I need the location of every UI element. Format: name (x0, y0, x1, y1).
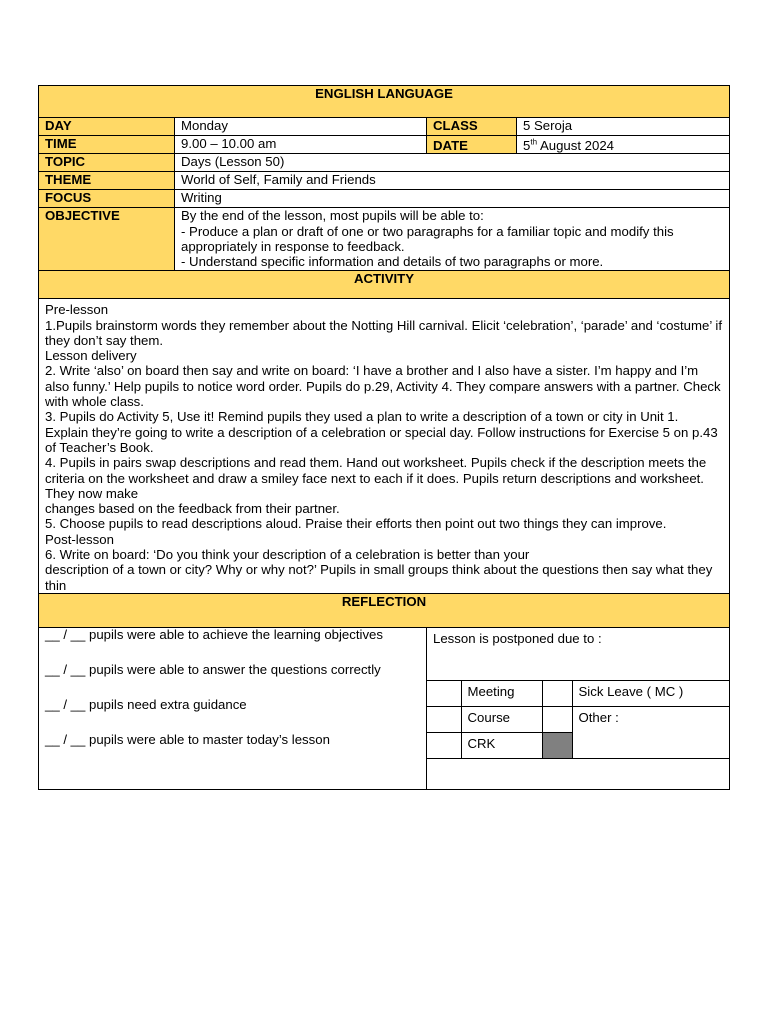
time-value: 9.00 – 10.00 am (175, 136, 427, 154)
crk-option-label: CRK (461, 732, 542, 758)
date-rest: August 2024 (537, 138, 615, 153)
reflection-checklist (39, 627, 427, 789)
theme-label: THEME (39, 172, 175, 190)
course-option-label: Course (461, 706, 542, 732)
reflection-heading: REFLECTION (39, 593, 730, 627)
empty-notes-row (427, 758, 729, 789)
day-label: DAY (39, 118, 175, 136)
subject-title: ENGLISH LANGUAGE (39, 86, 730, 118)
activity-line: Post-lesson (45, 531, 114, 547)
activity-content (39, 299, 730, 594)
lesson-plan-table (38, 85, 730, 790)
activity-line: description of a town or city? Why or why not?’ Pupils in small groups think about the questions then say what they thin (45, 562, 713, 593)
class-value: 5 Seroja (517, 118, 730, 136)
course-checkbox[interactable] (427, 706, 461, 732)
date-suffix: th (530, 137, 538, 147)
reflection-item: __ / __ pupils were able to achieve the learning objectives (45, 626, 383, 642)
activity-line: 1.Pupils brainstorm words they remember about the Notting Hill carnival. Elicit ‘celebration’, ‘parade’ and ‘costume’ if they don’t say them. (45, 317, 723, 348)
activity-line: Pre-lesson (45, 302, 109, 318)
activity-line: 4. Pupils in pairs swap descriptions and read them. Hand out worksheet. Pupils check if the description meets the criteria on the worksheet and draw a smiley face next to each if it does. Pupils return descriptions and worksheet. They now make (45, 455, 707, 501)
reflection-item: __ / __ pupils need extra guidance (45, 696, 247, 712)
focus-value: Writing (175, 190, 730, 208)
reflection-item: __ / __ pupils were able to master today’s lesson (45, 731, 330, 747)
postponed-label: Lesson is postponed due to : (427, 628, 729, 681)
lesson-plan-sheet (38, 85, 729, 790)
objective-intro: By the end of the lesson, most pupils will be able to: (181, 208, 484, 224)
objective-label: OBJECTIVE (39, 208, 175, 271)
crk-checkbox[interactable] (427, 732, 461, 758)
objective-item-1: - Produce a plan or draft of one or two paragraphs for a familiar topic and modify this appropriately in response to feedback. (181, 223, 674, 254)
crk-shaded-box (542, 732, 572, 758)
activity-line: 5. Choose pupils to read descriptions aloud. Praise their efforts then point out two things they can improve. (45, 516, 667, 532)
reflection-item: __ / __ pupils were able to answer the questions correctly (45, 661, 381, 677)
focus-label: FOCUS (39, 190, 175, 208)
activity-line: 6. Write on board: ‘Do you think your description of a celebration is better than your (45, 547, 530, 563)
objective-value (175, 208, 730, 271)
other-checkbox[interactable] (542, 706, 572, 732)
activity-heading: ACTIVITY (39, 271, 730, 299)
sick-leave-option-label: Sick Leave ( MC ) (572, 681, 729, 707)
postponement-panel (427, 627, 730, 789)
activity-line: 2. Write ‘also’ on board then say and write on board: ‘I have a brother and I also have a sister. I’m happy and I’m also funny.’ Help pupils to notice word order. Pupils do p.29, Activity 4. They compare answers with a partner. Check with whole class. (45, 363, 721, 410)
time-label: TIME (39, 136, 175, 154)
date-value (517, 136, 730, 154)
objective-item-2: - Understand specific information and details of two paragraphs or more. (181, 254, 604, 270)
activity-line: Lesson delivery (45, 348, 137, 364)
activity-line: changes based on the feedback from their partner. (45, 501, 340, 517)
topic-label: TOPIC (39, 154, 175, 172)
theme-value: World of Self, Family and Friends (175, 172, 730, 190)
other-option-label: Other : (572, 706, 729, 758)
class-label: CLASS (427, 118, 517, 136)
day-value: Monday (175, 118, 427, 136)
date-day: 5 (523, 138, 531, 153)
sick-leave-checkbox[interactable] (542, 681, 572, 707)
meeting-option-label: Meeting (461, 681, 542, 707)
meeting-checkbox[interactable] (427, 681, 461, 707)
topic-value: Days (Lesson 50) (175, 154, 730, 172)
date-label: DATE (427, 136, 517, 154)
activity-line: 3. Pupils do Activity 5, Use it! Remind pupils they used a plan to write a description of a town or city in Unit 1. Explain they’re going to write a description of a celebration or special day. Follow instructions for Exercise 5 on p.43 of Teacher’s Book. (45, 409, 718, 455)
postponement-options (427, 681, 729, 789)
